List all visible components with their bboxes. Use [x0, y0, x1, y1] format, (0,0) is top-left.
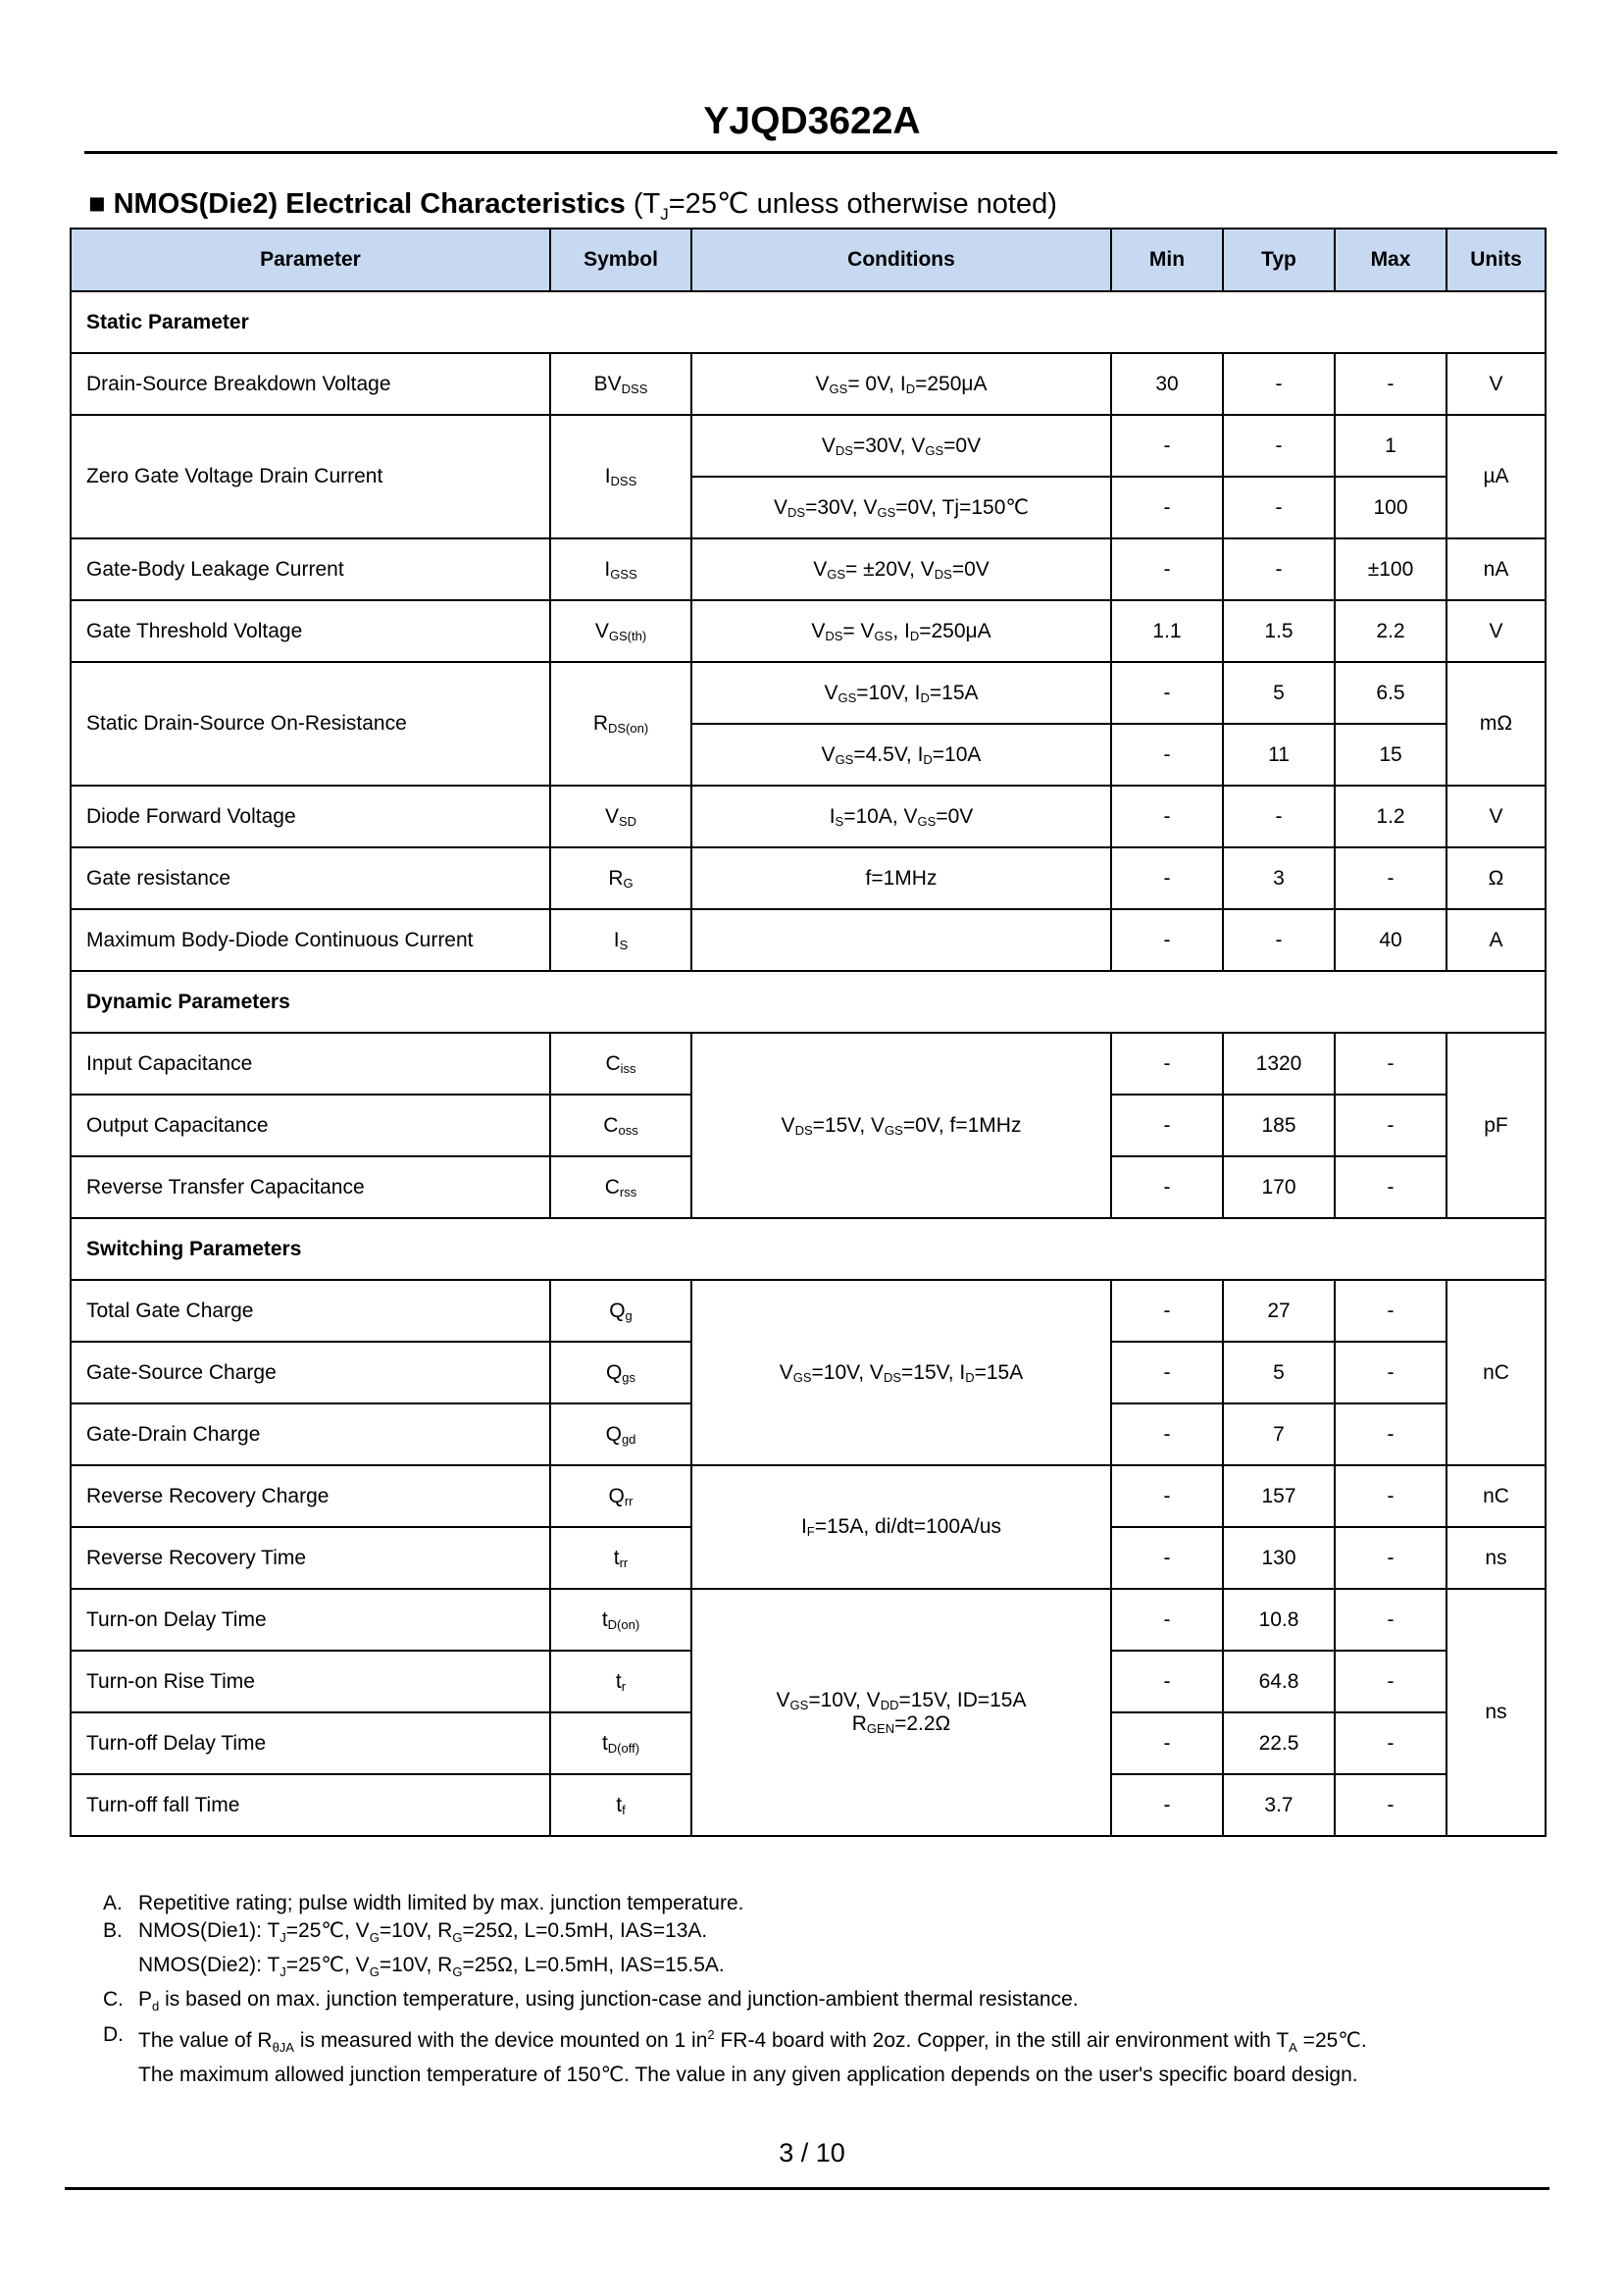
symbol-cell: $I_{GSS}$ — [550, 538, 691, 600]
condition-cell — [691, 909, 1111, 971]
symbol-cell: $Q_{gs}$ — [550, 1342, 691, 1403]
min-cell: - — [1111, 786, 1223, 847]
symbol-cell: $I_S$ — [550, 909, 691, 971]
param-cell: Turn-off fall Time — [71, 1774, 550, 1836]
symbol-cell: $t_{D(off)}$ — [550, 1712, 691, 1774]
condition-cell: $V_{GS}=10V$, $I_D=15A$ — [691, 662, 1111, 724]
symbol-cell: $V_{GS(th)}$ — [550, 600, 691, 662]
param-cell: Gate-Source Charge — [71, 1342, 550, 1403]
param-cell: Turn-off Delay Time — [71, 1712, 550, 1774]
electrical-characteristics-table — [70, 228, 1547, 1837]
header-typ: Typ — [1223, 229, 1335, 291]
min-cell: - — [1111, 1589, 1223, 1651]
symbol-cell: $t_f$ — [550, 1774, 691, 1836]
footnote-c: C. $P_d$ is based on max. junction temperature, using junction-case and junction-ambient thermal resistance. — [103, 1988, 1079, 2014]
unit-cell: Ω — [1446, 847, 1546, 909]
typ-cell: 10.8 — [1223, 1589, 1335, 1651]
group-label: Dynamic Parameters — [71, 971, 1546, 1033]
max-cell: - — [1335, 1095, 1446, 1156]
condition-cell: $V_{DS}=30V$, $V_{GS}=0V$ — [691, 415, 1111, 477]
symbol-cell: $I_{DSS}$ — [550, 415, 691, 538]
section-condition: ($T_J=25℃$ unless otherwise noted) — [633, 188, 1057, 224]
min-cell: - — [1111, 1527, 1223, 1589]
max-cell: - — [1335, 1156, 1446, 1218]
condition-cell: $V_{GS}=4.5V$, $I_D=10A$ — [691, 724, 1111, 786]
unit-cell: A — [1446, 909, 1546, 971]
typ-cell: 7 — [1223, 1403, 1335, 1465]
min-cell: - — [1111, 1033, 1223, 1095]
max-cell: - — [1335, 1651, 1446, 1712]
min-cell: - — [1111, 415, 1223, 477]
unit-cell: pF — [1446, 1033, 1546, 1218]
max-cell: - — [1335, 1589, 1446, 1651]
min-cell: - — [1111, 847, 1223, 909]
table-row — [71, 847, 1546, 909]
bullet-icon: ■ — [88, 188, 106, 220]
min-cell: - — [1111, 1712, 1223, 1774]
symbol-cell: $BV_{DSS}$ — [550, 353, 691, 415]
symbol-cell: $V_{SD}$ — [550, 786, 691, 847]
param-cell: Gate Threshold Voltage — [71, 600, 550, 662]
header-units: Units — [1446, 229, 1546, 291]
typ-cell: 22.5 — [1223, 1712, 1335, 1774]
param-cell: Static Drain-Source On-Resistance — [71, 662, 550, 786]
group-row-dynamic — [71, 971, 1546, 1033]
unit-cell: V — [1446, 600, 1546, 662]
condition-cell: f=1MHz — [691, 847, 1111, 909]
unit-cell: ns — [1446, 1527, 1546, 1589]
max-cell: 40 — [1335, 909, 1446, 971]
table-row — [71, 1465, 1546, 1527]
typ-cell: 5 — [1223, 662, 1335, 724]
min-cell: - — [1111, 1156, 1223, 1218]
table-header-row — [71, 229, 1546, 291]
param-cell: Input Capacitance — [71, 1033, 550, 1095]
unit-cell: V — [1446, 353, 1546, 415]
max-cell: 1.2 — [1335, 786, 1446, 847]
param-cell: Drain-Source Breakdown Voltage — [71, 353, 550, 415]
min-cell: - — [1111, 1465, 1223, 1527]
unit-cell: nC — [1446, 1280, 1546, 1465]
param-cell: Diode Forward Voltage — [71, 786, 550, 847]
condition-cell: $V_{GS}=10V$, $V_{DS}=15V$, $I_D=15A$ — [691, 1280, 1111, 1465]
min-cell: - — [1111, 1774, 1223, 1836]
condition-cell: $V_{GS}= \pm 20V$, $V_{DS}=0V$ — [691, 538, 1111, 600]
param-cell: Reverse Recovery Charge — [71, 1465, 550, 1527]
min-cell: - — [1111, 538, 1223, 600]
max-cell: - — [1335, 1342, 1446, 1403]
header-parameter: Parameter — [71, 229, 550, 291]
table-row — [71, 786, 1546, 847]
typ-cell: 1320 — [1223, 1033, 1335, 1095]
symbol-cell: $C_{oss}$ — [550, 1095, 691, 1156]
param-cell: Gate-Body Leakage Current — [71, 538, 550, 600]
unit-cell: nA — [1446, 538, 1546, 600]
max-cell: - — [1335, 847, 1446, 909]
param-cell: Maximum Body-Diode Continuous Current — [71, 909, 550, 971]
max-cell: - — [1335, 1465, 1446, 1527]
symbol-cell: $t_{rr}$ — [550, 1527, 691, 1589]
unit-cell: V — [1446, 786, 1546, 847]
section-title: NMOS(Die2) Electrical Characteristics — [113, 188, 626, 220]
unit-cell: mΩ — [1446, 662, 1546, 786]
min-cell: - — [1111, 909, 1223, 971]
typ-cell: 170 — [1223, 1156, 1335, 1218]
section-heading — [88, 186, 1057, 225]
max-cell: - — [1335, 1033, 1446, 1095]
footer-rule — [65, 2187, 1549, 2190]
footnote-b: B. NMOS(Die1): $T_J=25℃$, $V_G=10V$, $R_G=25\Omega$, L=0.5mH, IAS=13A. — [103, 1919, 708, 1946]
table-row — [71, 1589, 1546, 1651]
param-cell: Gate resistance — [71, 847, 550, 909]
min-cell: 30 — [1111, 353, 1223, 415]
max-cell: 1 — [1335, 415, 1446, 477]
min-cell: - — [1111, 477, 1223, 538]
condition-cell: $V_{GS}=10V$, $V_{DD}=15V$, ID=15A $R_{GEN}=2.2\Omega$ — [691, 1589, 1111, 1836]
symbol-cell: $R_{DS(on)}$ — [550, 662, 691, 786]
param-cell: Turn-on Delay Time — [71, 1589, 550, 1651]
typ-cell: - — [1223, 909, 1335, 971]
min-cell: - — [1111, 1095, 1223, 1156]
typ-cell: - — [1223, 415, 1335, 477]
table-row — [71, 538, 1546, 600]
condition-cell: $V_{DS}=30V$, $V_{GS}=0V$, Tj=150℃ — [691, 477, 1111, 538]
max-cell: - — [1335, 1527, 1446, 1589]
symbol-cell: $t_{D(on)}$ — [550, 1589, 691, 1651]
max-cell: 2.2 — [1335, 600, 1446, 662]
table-row — [71, 909, 1546, 971]
typ-cell: 64.8 — [1223, 1651, 1335, 1712]
table-row — [71, 1280, 1546, 1342]
condition-cell: $V_{DS}=15V$, $V_{GS}=0V$, f=1MHz — [691, 1033, 1111, 1218]
typ-cell: 1.5 — [1223, 600, 1335, 662]
min-cell: 1.1 — [1111, 600, 1223, 662]
condition-cell: $I_F=15A$, di/dt=100A/us — [691, 1465, 1111, 1589]
symbol-cell: $Q_{rr}$ — [550, 1465, 691, 1527]
max-cell: 6.5 — [1335, 662, 1446, 724]
max-cell: - — [1335, 1403, 1446, 1465]
typ-cell: 130 — [1223, 1527, 1335, 1589]
typ-cell: 185 — [1223, 1095, 1335, 1156]
header-conditions: Conditions — [691, 229, 1111, 291]
typ-cell: 3 — [1223, 847, 1335, 909]
typ-cell: 11 — [1223, 724, 1335, 786]
param-cell: Reverse Transfer Capacitance — [71, 1156, 550, 1218]
typ-cell: - — [1223, 538, 1335, 600]
min-cell: - — [1111, 1342, 1223, 1403]
footnote-d-line2: The maximum allowed junction temperature of 150℃. The value in any given application depends on the user's specific board design. — [138, 2063, 1358, 2086]
page-number: 3 / 10 — [779, 2138, 845, 2167]
max-cell: - — [1335, 1712, 1446, 1774]
min-cell: - — [1111, 724, 1223, 786]
header-max: Max — [1335, 229, 1446, 291]
param-cell: Turn-on Rise Time — [71, 1651, 550, 1712]
typ-cell: 157 — [1223, 1465, 1335, 1527]
unit-cell: ns — [1446, 1589, 1546, 1836]
symbol-cell: $Q_{gd}$ — [550, 1403, 691, 1465]
param-cell: Output Capacitance — [71, 1095, 550, 1156]
max-cell: 100 — [1335, 477, 1446, 538]
symbol-cell: $t_r$ — [550, 1651, 691, 1712]
min-cell: - — [1111, 1651, 1223, 1712]
group-row-static — [71, 291, 1546, 353]
typ-cell: - — [1223, 353, 1335, 415]
typ-cell: 27 — [1223, 1280, 1335, 1342]
param-cell: Reverse Recovery Time — [71, 1527, 550, 1589]
table-row — [71, 662, 1546, 724]
footnote-a: A. Repetitive rating; pulse width limited by max. junction temperature. — [103, 1892, 744, 1914]
min-cell: - — [1111, 1403, 1223, 1465]
param-cell: Gate-Drain Charge — [71, 1403, 550, 1465]
min-cell: - — [1111, 1280, 1223, 1342]
typ-cell: 3.7 — [1223, 1774, 1335, 1836]
param-cell: Total Gate Charge — [71, 1280, 550, 1342]
param-cell: Zero Gate Voltage Drain Current — [71, 415, 550, 538]
group-row-switching — [71, 1218, 1546, 1280]
condition-cell: $I_S=10A$, $V_{GS}=0V$ — [691, 786, 1111, 847]
symbol-cell: $R_G$ — [550, 847, 691, 909]
header-min: Min — [1111, 229, 1223, 291]
table-row — [71, 1033, 1546, 1095]
footnote-d: D. The value of $R_{\theta JA}$ is measured with the device mounted on 1 $in^2$ FR-4 board with 2oz. Copper, in the still air environment with $T_A$ =25℃. — [103, 2022, 1367, 2055]
max-cell: ±100 — [1335, 538, 1446, 600]
max-cell: - — [1335, 353, 1446, 415]
max-cell: 15 — [1335, 724, 1446, 786]
header-symbol: Symbol — [550, 229, 691, 291]
table-row — [71, 353, 1546, 415]
max-cell: - — [1335, 1280, 1446, 1342]
footnote-b-line2: NMOS(Die2): $T_J=25℃$, $V_G=10V$, $R_G=25\Omega$, L=0.5mH, IAS=15.5A. — [138, 1954, 725, 1980]
table-row — [71, 415, 1546, 477]
group-label: Switching Parameters — [71, 1218, 1546, 1280]
footnotes — [103, 1890, 1367, 2089]
unit-cell: nC — [1446, 1465, 1546, 1527]
min-cell: - — [1111, 662, 1223, 724]
typ-cell: - — [1223, 786, 1335, 847]
max-cell: - — [1335, 1774, 1446, 1836]
typ-cell: - — [1223, 477, 1335, 538]
symbol-cell: $C_{rss}$ — [550, 1156, 691, 1218]
condition-cell: $V_{DS}= V_{GS}$, $I_D=250\mu A$ — [691, 600, 1111, 662]
symbol-cell: $C_{iss}$ — [550, 1033, 691, 1095]
unit-cell: µA — [1446, 415, 1546, 538]
symbol-cell: $Q_g$ — [550, 1280, 691, 1342]
table-row — [71, 600, 1546, 662]
typ-cell: 5 — [1223, 1342, 1335, 1403]
group-label: Static Parameter — [71, 291, 1546, 353]
condition-cell: $V_{GS}= 0V$, $I_D=250\mu A$ — [691, 353, 1111, 415]
document-title: YJQD3622A — [703, 100, 921, 142]
header-rule — [84, 151, 1557, 154]
